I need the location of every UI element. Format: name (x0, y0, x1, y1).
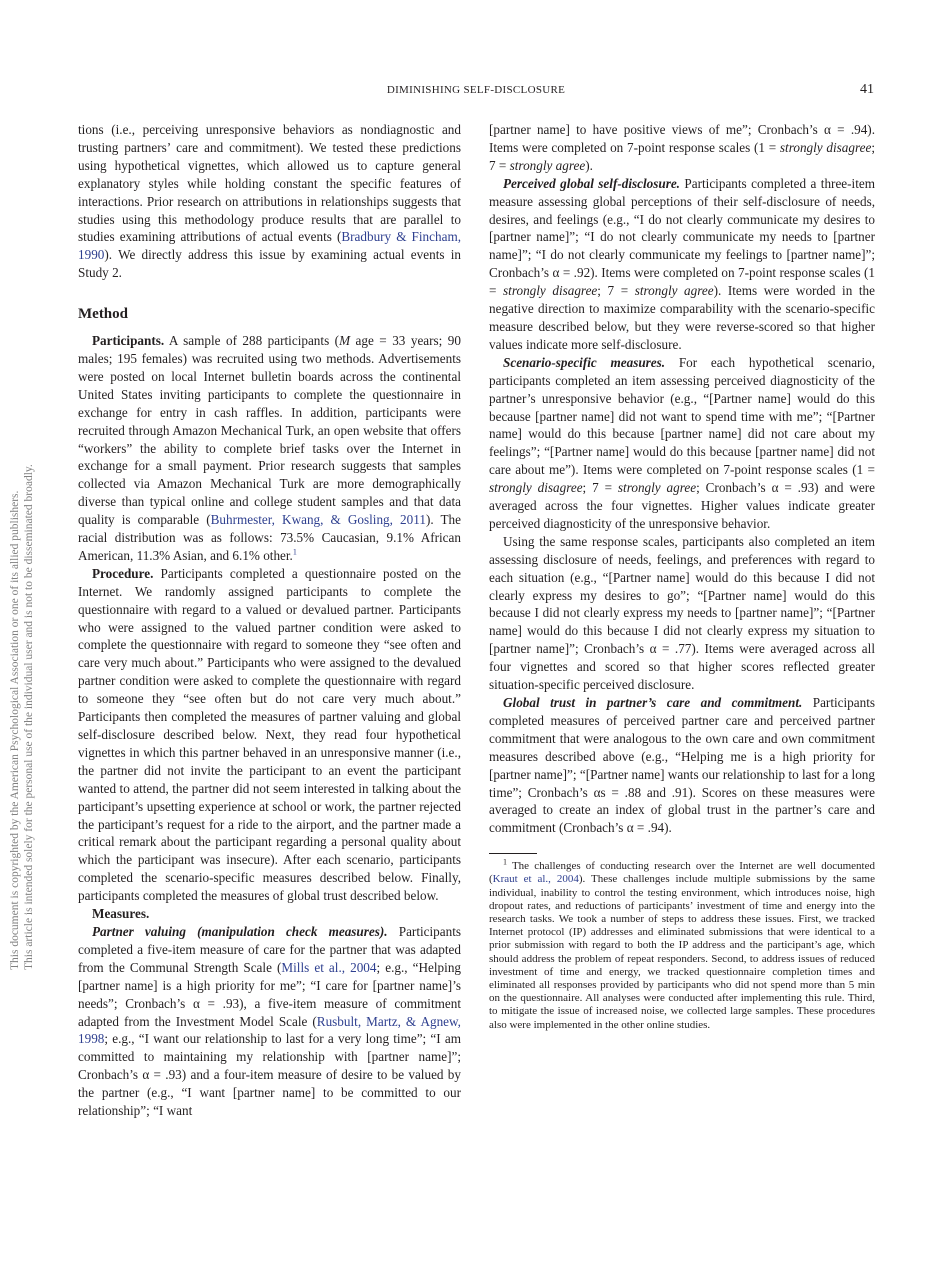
subheading-global-self-disclosure: Perceived global self-disclosure. (503, 175, 680, 191)
subheading-partner-valuing: Partner valuing (manipulation check measures). (92, 923, 388, 939)
text-run: strongly agree (634, 283, 714, 299)
text-run: tions (i.e., perceiving unresponsive behaviors as nondiagnostic and trusting partners’ care and commitment). We tested these predictions using hypothetical vignettes, which allowed us to capture general explanatory styles while holding constant the specific features of interactions. Prior research on attributions in relationships suggests that studies using this methodology produce results that are parallel to studies examining attributions of actual events ( (78, 122, 461, 245)
text-run: Participants completed a three-item measure assessing global perceptions of their self-disclosure of needs, desires, and feelings (e.g., “I do not clearly communicate my desires to [partner name]”; “I do not clearly communicate my needs to [partner name]”; “I do not clearly communicate my feelings to [partner name]”; Cronbach’s α = .92). Items were completed on 7-point response scales (1 = (489, 175, 875, 299)
scenario-specific-paragraph (489, 354, 875, 533)
text-run: For each hypothetical scenario, participants completed an item assessing perceived diagnosticity of the partner’s unresponsive behavior (e.g., “[Partner name] would do this because [partner name] did not want to spend time with me”; “[Partner name] would do this because [partner name] did not care about my feelings”; “[Partner name] would do this because [partner name] did not care about me”). Items were completed on 7-point response scales (1 = (489, 354, 875, 478)
footnote-number: 1 (503, 857, 507, 867)
text-run: ). We directly address this issue by examining actual events in Study 2. (78, 247, 461, 281)
subheading-scenario-specific: Scenario-specific measures. (503, 354, 666, 370)
text-run: ; 7 = (597, 283, 635, 299)
subheading-measures: Measures. (92, 906, 150, 922)
copyright-notice (8, 90, 36, 970)
citation-link[interactable]: Mills et al., 2004 (281, 959, 377, 975)
text-run: ). (585, 157, 593, 173)
text-run: ; e.g., “Helping [partner name] is a high priority for me”; “I care for [partner name]’s needs”; Cronbach’s α = .93), a five-item measure of commitment adapted from the Investment Model Scale ( (78, 959, 462, 1029)
footnote (489, 857, 875, 1032)
continued-paragraph (489, 121, 875, 175)
text-run: strongly disagree (779, 139, 872, 155)
subheading-participants: Participants. (92, 333, 165, 349)
text-run: strongly agree (509, 157, 586, 173)
text-run: Participants completed a five-item measure of care for the partner that was adapted from the Communal Strength Scale ( (78, 923, 461, 975)
footnote-divider (489, 853, 537, 854)
text-run: ; 7 = (489, 139, 875, 173)
global-trust-paragraph (489, 694, 875, 837)
text-run: ). The racial distribution was as follows: 73.5% Caucasian, 9.1% African American, 11.3% Asian, and 6.1% other. (78, 512, 462, 563)
text-run: ). These challenges include multiple submissions by the same individual, inability to control the testing environment, which introduces noise, high dropout rates, and reductions of participants’ investment of time and energy into the research tasks. We took a number of steps to address these issues. First, we tracked Internet protocol (IP) addresses and eliminated submissions that were identical to a prior submission with regard to both the IP address and the participant’s age, which should address the problem of repeat responders. Second, to address issues of reduced investment of time and energy, we tracked questionnaire completion times and eliminated all responses provided by participants who did not spend more than 5 min on the questionnaire. All analyses were conducted after implementing this rule. Third, to mitigate the issue of increased noise, we collected large samples. These procedures also were implemented in the other online studies. (489, 873, 875, 1031)
footnote-marker[interactable]: 1 (292, 547, 297, 557)
citation-link[interactable]: Buhrmester, Kwang, & Gosling, 2011 (210, 512, 426, 528)
text-run: strongly agree (617, 480, 697, 496)
text-run: strongly disagree (489, 480, 583, 496)
global-self-disclosure-paragraph (489, 175, 875, 354)
running-head: DIMINISHING SELF-DISCLOSURE (386, 84, 566, 96)
text-run: ; 7 = (582, 480, 618, 496)
participants-paragraph (78, 332, 461, 565)
measures-heading-paragraph (78, 905, 461, 923)
text-run: age = 33 years; 90 males; 195 females) was recruited using two methods. Advertisements were posted on local Internet bulletin boards across the continental United States inviting participants to complete the questionnaire in exchange for entry in cash raffles. In addition, participants were recruited through Amazon Mechanical Turk, an open website that offers “workers” the ability to complete brief tasks over the Internet in exchange for a small payment. Prior research suggests that samples collected via Amazon Mechanical Turk are more demographically diverse than typical online and college student samples and that data quality is comparable ( (78, 333, 461, 528)
disclosure-items-paragraph: Using the same response scales, participants also completed an item assessing disclosure of needs, feelings, and preferences with regard to each situation (e.g., “[Partner name] would do this because I did not clearly express my desires to go”; “[Partner name] would do this because I did not clearly express my needs to [partner name]”; “[Partner name] would do this because I did not clearly express my situation to [partner name]”; Cronbach’s α = .77). Items were averaged across all four vignettes and scored so that higher scores reflected greater situation-specific perceived disclosure. (489, 533, 875, 693)
text-run: A sample of 288 participants ( (164, 333, 340, 349)
subheading-procedure: Procedure. (92, 565, 154, 581)
text-run: Participants completed measures of perceived partner care and perceived partner commitment that were analogous to the own care and own commitment measures described above (e.g., “Helping me is a high priority for [partner name]”; “[Partner name] wants our relationship to last for a long time”; Cronbach’s αs = .88 and .91). Scores on these measures were averaged to create an index of global trust in the partner’s care and commitment (Cronbach’s α = .94). (489, 695, 875, 836)
partner-valuing-paragraph (78, 923, 461, 1120)
copyright-line-1: This document is copyrighted by the American Psychological Association or one of its allied publishers. (9, 490, 21, 970)
citation-link[interactable]: Bradbury & Fincham, 1990 (78, 229, 461, 263)
subheading-global-trust: Global trust in partner’s care and commitment. (503, 695, 803, 710)
citation-link[interactable]: Rusbult, Martz, & Agnew, 1998 (78, 1013, 461, 1047)
text-run: ; e.g., “I want our relationship to last for a very long time”; “I am committed to maintaining my relationship with [partner name]”; Cronbach’s α = .93) and a four-item measure of desire to be valued by the partner (e.g., “I want [partner name] to be committed to our relationship”; “I want (78, 1031, 461, 1119)
text-run: [partner name] to have positive views of me”; Cronbach’s α = .94). Items were completed on 7-point response scales (1 = (489, 122, 875, 155)
right-column (489, 121, 875, 1032)
text-run: strongly disagree (503, 283, 598, 299)
page-number: 41 (860, 82, 874, 97)
section-heading-method: Method (78, 306, 128, 323)
text-run: ). Items were worded in the negative direction to maximize comparability with the scenario-specific measure described below, but they were reverse-scored so that higher values indicate more self-disclosure. (489, 283, 876, 352)
citation-link[interactable]: Kraut et al., 2004 (492, 873, 579, 886)
page-header (78, 82, 874, 102)
intro-paragraph (78, 121, 461, 282)
copyright-line-2: This article is intended solely for the personal use of the individual user and is not to be disseminated broadly. (23, 464, 35, 970)
text-run: Participants completed a questionnaire posted on the Internet. We randomly assigned participants to complete the questionnaire with regard to a valued or devalued partner. Participants who were assigned to the valued partner condition were asked to complete the questionnaire with regard to someone they “see often and care very much about.” Participants who were assigned to the devalued partner condition were asked to complete the questionnaire with regard to someone they “see often but do not care very much about.” Participants then completed the measures of partner valuing and global self-disclosure described below. Next, they read four hypothetical vignettes in which this partner behaved in an unresponsive manner (i.e., the partner did not invite the participant to an event the participant wanted to attend, the partner did not seem interested in talking about the participant’s upsetting experience at school or work, the partner rejected the participant’s request for a ride to the airport, and the partner made a critical remark about the participant regarding a personal quality about which the participant was insecure). After each scenario, participants completed the scenario-specific measures described below. Finally, participants completed the measures of global trust described below. (78, 565, 461, 904)
text-run: M (339, 333, 351, 349)
procedure-paragraph (78, 565, 461, 905)
text-run: ; Cronbach’s α = .93) and were averaged across the four vignettes. Higher values indicate greater perceived diagnosticity of the unresponsive behavior. (489, 480, 875, 531)
text-run: The challenges of conducting research over the Internet are well documented ( (489, 860, 875, 886)
left-column (78, 121, 461, 1120)
